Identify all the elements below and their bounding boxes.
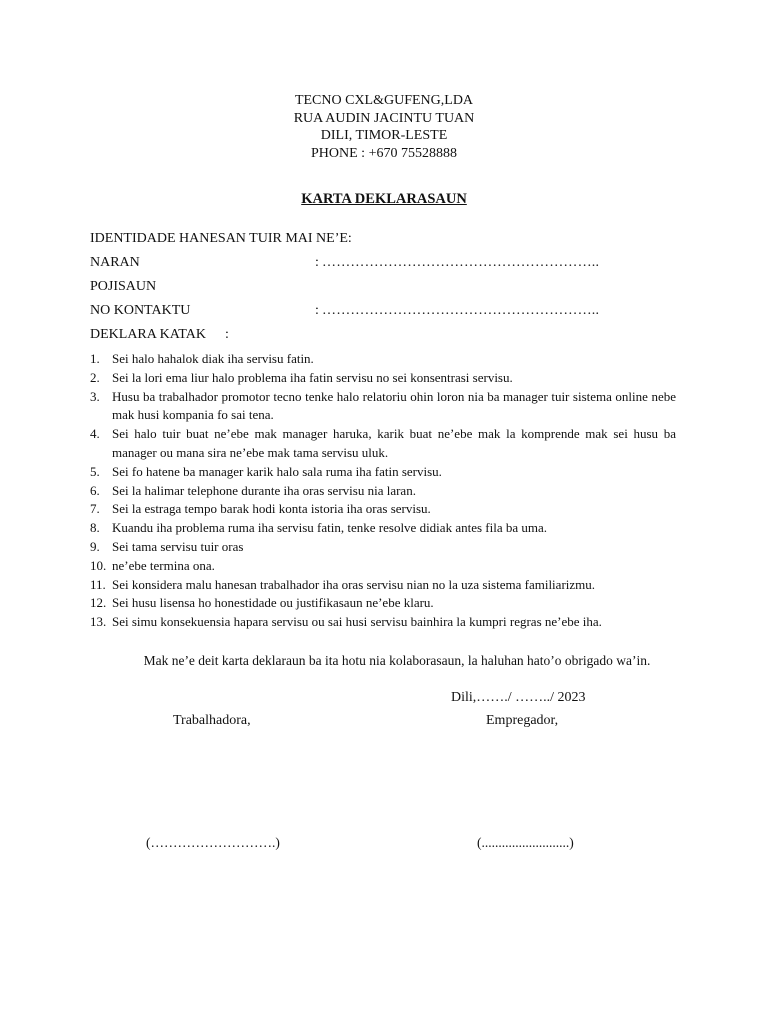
list-item-number: 12. bbox=[90, 595, 107, 611]
company-phone: PHONE : +670 75528888 bbox=[311, 145, 457, 161]
list-item bbox=[90, 576, 676, 595]
list-item-number: 8. bbox=[90, 520, 100, 536]
list-item-text: Husu ba trabalhador promotor tecno tenke halo relatoriu ohin loron nia ba manager tuir sistema online nebe mak husi kompania fo sai tena. bbox=[112, 388, 676, 423]
signature-line-employer: (..........................) bbox=[477, 835, 574, 850]
company-street: RUA AUDIN JACINTU TUAN bbox=[293, 110, 475, 126]
list-item-text: Sei la halimar telephone durante iha oras servisu nia laran. bbox=[112, 482, 416, 498]
list-item-number: 4. bbox=[90, 426, 100, 442]
date-line: Dili,……./ ……../ 2023 bbox=[451, 690, 586, 705]
list-item-number: 2. bbox=[90, 369, 100, 385]
field-deklara-label: DEKLARA KATAK bbox=[90, 327, 206, 342]
list-item-number: 6. bbox=[90, 482, 100, 498]
list-item-text: Sei la lori ema liur halo problema iha fatin servisu no sei konsentrasi servisu. bbox=[112, 369, 513, 385]
list-item bbox=[90, 350, 676, 369]
field-deklara-separator: : bbox=[225, 327, 229, 342]
list-item-text: Sei fo hatene ba manager karik halo sala ruma iha fatin servisu. bbox=[112, 463, 442, 479]
document-title: KARTA DEKLARASAUN bbox=[301, 191, 467, 207]
signature-line-worker: (……………………….) bbox=[146, 835, 280, 850]
field-kontaktu-separator: : bbox=[315, 303, 319, 318]
field-naran-separator: : bbox=[315, 255, 319, 270]
list-item bbox=[90, 594, 676, 613]
list-item bbox=[90, 369, 676, 388]
field-naran-blank: ………………………………………………….. bbox=[322, 255, 600, 270]
field-naran-label: NARAN bbox=[90, 255, 140, 270]
list-item-text: Sei husu lisensa ho honestidade ou justifikasaun ne’ebe klaru. bbox=[112, 595, 434, 611]
field-kontaktu-blank: ………………………………………………….. bbox=[322, 303, 600, 318]
field-pojisaun-label: POJISAUN bbox=[90, 279, 157, 294]
list-item-number: 5. bbox=[90, 463, 100, 479]
list-item-text: ne’ebe termina ona. bbox=[112, 557, 215, 573]
list-item bbox=[90, 425, 676, 463]
list-item-number: 11. bbox=[90, 576, 106, 592]
field-naran bbox=[90, 255, 690, 275]
list-item bbox=[90, 613, 676, 632]
signature-label-worker: Trabalhadora, bbox=[173, 713, 251, 728]
list-item-number: 13. bbox=[90, 614, 107, 630]
list-item-number: 9. bbox=[90, 538, 100, 554]
field-kontaktu bbox=[90, 303, 690, 323]
list-item-text: Kuandu iha problema ruma iha servisu fatin, tenke resolve didiak antes fila ba uma. bbox=[112, 520, 547, 536]
list-item-text: Sei la estraga tempo barak hodi konta istoria iha oras servisu. bbox=[112, 501, 431, 517]
signature-label-employer: Empregador, bbox=[486, 713, 559, 728]
list-item bbox=[90, 500, 676, 519]
list-item bbox=[90, 388, 676, 426]
company-city: DILI, TIMOR-LESTE bbox=[320, 128, 448, 143]
list-item-number: 1. bbox=[90, 351, 100, 366]
list-item-text: Sei halo tuir buat ne’ebe mak manager haruka, karik buat ne’ebe mak la komprende mak sei husu ba manager ou mana sira ne’ebe mak tama servisu uluk. bbox=[112, 426, 676, 460]
list-item-text: Sei halo hahalok diak iha servisu fatin. bbox=[112, 351, 314, 366]
list-item-text: Sei tama servisu tuir oras bbox=[112, 538, 244, 554]
field-kontaktu-label: NO KONTAKTU bbox=[90, 303, 191, 318]
letterhead bbox=[0, 92, 768, 162]
list-item-text: Sei konsidera malu hanesan trabalhador iha oras servisu nian no la uza sistema familiarizmu. bbox=[112, 576, 596, 592]
company-name: TECNO CXL&GUFENG,LDA bbox=[294, 93, 474, 108]
declaration-list bbox=[90, 350, 676, 632]
list-item-number: 7. bbox=[90, 501, 100, 517]
closing-statement: Mak ne’e deit karta deklaraun ba ita hotu nia kolaborasaun, la haluhan hato’o obrigado wa’in. bbox=[143, 653, 651, 668]
list-item bbox=[90, 519, 676, 538]
list-item-number: 3. bbox=[90, 388, 100, 404]
list-item bbox=[90, 463, 676, 482]
field-pojisaun bbox=[90, 279, 690, 299]
list-item-text: Sei simu konsekuensia hapara servisu ou sai husi servisu bainhira la kumpri regras ne’ebe iha. bbox=[112, 614, 602, 630]
list-item bbox=[90, 538, 676, 557]
list-item bbox=[90, 482, 676, 501]
list-item-number: 10. bbox=[90, 557, 107, 573]
identity-intro: IDENTIDADE HANESAN TUIR MAI NE’E: bbox=[90, 231, 352, 246]
list-item bbox=[90, 557, 676, 576]
field-deklara bbox=[90, 327, 690, 347]
